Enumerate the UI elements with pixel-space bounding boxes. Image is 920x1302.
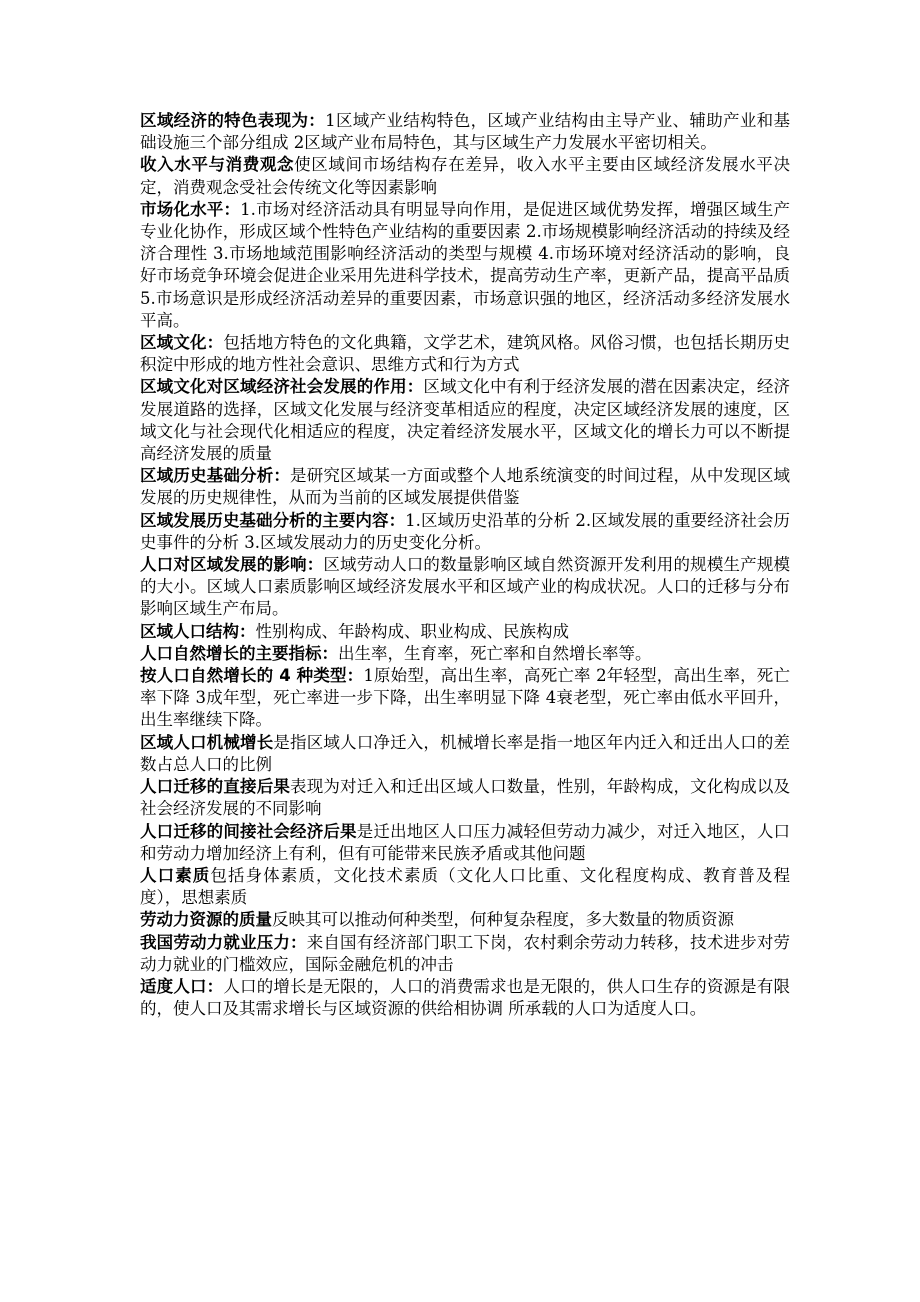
term-heading: 人口对区域发展的影响：: [140, 555, 324, 575]
paragraph-text: 表现为对迁入和迁出区域人口数量，性别，年龄构成，文化构成以及社会经济发展的不同影响: [140, 777, 791, 819]
paragraph-14: [140, 821, 790, 865]
paragraph-text: 1.区域历史沿革的分析 2.区域发展的重要经济社会历史事件的分析 3.区域发展动力的历史变化分析。: [140, 510, 791, 552]
term-heading: 我国劳动力就业压力：: [140, 932, 307, 952]
paragraph-8: [140, 554, 790, 621]
term-heading: 人口素质: [140, 865, 211, 885]
paragraph-13: [140, 776, 790, 820]
paragraph-11: [140, 665, 790, 732]
term-heading: 市场化水平：: [140, 199, 241, 219]
term-heading: 区域人口机械增长: [140, 732, 274, 752]
paragraph-5: [140, 376, 790, 465]
paragraph-6: [140, 465, 790, 509]
term-heading: 区域经济的特色表现为：: [140, 111, 326, 130]
term-heading: 区域文化对区域经济社会发展的作用：: [140, 377, 424, 397]
paragraph-text: 来自国有经济部门职工下岗，农村剩余劳动力转移，技术进步对劳动力就业的门槛效应，国际金融危机的冲击: [140, 932, 791, 974]
term-heading: 收入水平与消费观念: [140, 155, 295, 175]
paragraph-text: 包括地方特色的文化典籍，文学艺术，建筑风格。风俗习惯，也包括长期历史积淀中形成的地方性社会意识、思维方式和行为方式: [140, 333, 791, 375]
document-body: [140, 110, 790, 1020]
term-heading: 劳动力资源的质量: [140, 910, 272, 930]
paragraph-text: 是迁出地区人口压力减轻但劳动力减少，对迁入地区，人口和劳动力增加经济上有利，但有可能带来民族矛盾或其他问题: [140, 821, 791, 863]
paragraph-10: [140, 643, 790, 665]
paragraph-text: 人口的增长是无限的，人口的消费需求也是无限的，供人口生存的资源是有限的，使人口及其需求增长与区域资源的供给相协调 所承载的人口为适度人口。: [140, 976, 791, 1019]
paragraph-text: 出生率，生育率，死亡率和自然增长率等。: [338, 643, 652, 663]
paragraph-text: 反映其可以推动何种类型，何种复杂程度，多大数量的物质资源: [272, 910, 734, 930]
paragraph-text: 是指区域人口净迁入，机械增长率是指一地区年内迁入和迁出人口的差数占总人口的比例: [140, 732, 791, 774]
paragraph-15: [140, 865, 790, 909]
term-heading: 人口迁移的直接后果: [140, 777, 291, 797]
paragraph-12: [140, 732, 790, 776]
term-heading: 区域历史基础分析：: [140, 466, 291, 486]
term-heading: 区域人口结构：: [140, 621, 256, 641]
paragraph-text: 区域劳动人口的数量影响区域自然资源开发利用的规模生产规模的大小。区域人口素质影响区域经济发展水平和区域产业的构成状况。人口的迁移与分布影响区域生产布局。: [140, 555, 791, 619]
paragraph-4: [140, 332, 790, 376]
paragraph-text: 1区域产业结构特色，区域产业结构由主导产业、辅助产业和基础设施三个部分组成 2区域产业布局特色，其与区域生产力发展水平密切相关。: [140, 111, 791, 153]
term-heading: 按人口自然增长的 4 种类型：: [140, 666, 364, 686]
paragraph-text: 1.市场对经济活动具有明显导向作用，是促进区域优势发挥，增强区域生产专业化协作，形成区域个性特色产业结构的重要因素 2.市场规模影响经济活动的持续及经济合理性 3.市场地域范围影响经济活动的类型与规模 4.市场环境对经济活动的影响，良好市场竞争环境会促进企业采用先进科学技术，提高劳动生产率，更新产品，提高平品质 5.市场意识是形成经济活动差异的重要因素，市场意识强的地区，经济活动多经济发展水平高。: [140, 199, 791, 330]
term-heading: 区域发展历史基础分析的主要内容：: [140, 510, 406, 530]
term-heading: 区域文化：: [140, 333, 224, 353]
term-heading: 人口自然增长的主要指标：: [140, 643, 338, 663]
paragraph-text: 是研究区域某一方面或整个人地系统演变的时间过程，从中发现区域发展的历史规律性，从而为当前的区域发展提供借鉴: [140, 466, 791, 508]
paragraph-16: [140, 909, 790, 931]
paragraph-9: [140, 621, 790, 643]
paragraph-text: 使区域间市场结构存在差异，收入水平主要由区域经济发展水平决定，消费观念受社会传统文化等因素影响: [140, 155, 791, 197]
paragraph-18: [140, 976, 790, 1020]
paragraph-2: [140, 154, 790, 198]
paragraph-7: [140, 510, 790, 554]
paragraph-1: [140, 110, 790, 154]
paragraph-text: 1原始型，高出生率，高死亡率 2年轻型，高出生率，死亡率下降 3成年型，死亡率进一步下降，出生率明显下降 4衰老型，死亡率由低水平回升，出生率继续下降。: [140, 666, 790, 730]
paragraph-text: 性别构成、年龄构成、职业构成、民族构成: [255, 621, 569, 641]
paragraph-text: 包括身体素质，文化技术素质（文化人口比重、文化程度构成、教育普及程度），思想素质: [140, 865, 791, 908]
paragraph-text: 区域文化中有利于经济发展的潜在因素决定，经济发展道路的选择，区域文化发展与经济变革相适应的程度，决定区域经济发展的速度，区域文化与社会现代化相适应的程度，决定着经济发展水平，区域文化的增长力可以不断提高经济发展的质量: [140, 377, 791, 464]
term-heading: 适度人口：: [140, 976, 224, 996]
term-heading: 人口迁移的间接社会经济后果: [140, 821, 357, 841]
paragraph-17: [140, 932, 790, 976]
paragraph-3: [140, 199, 790, 332]
